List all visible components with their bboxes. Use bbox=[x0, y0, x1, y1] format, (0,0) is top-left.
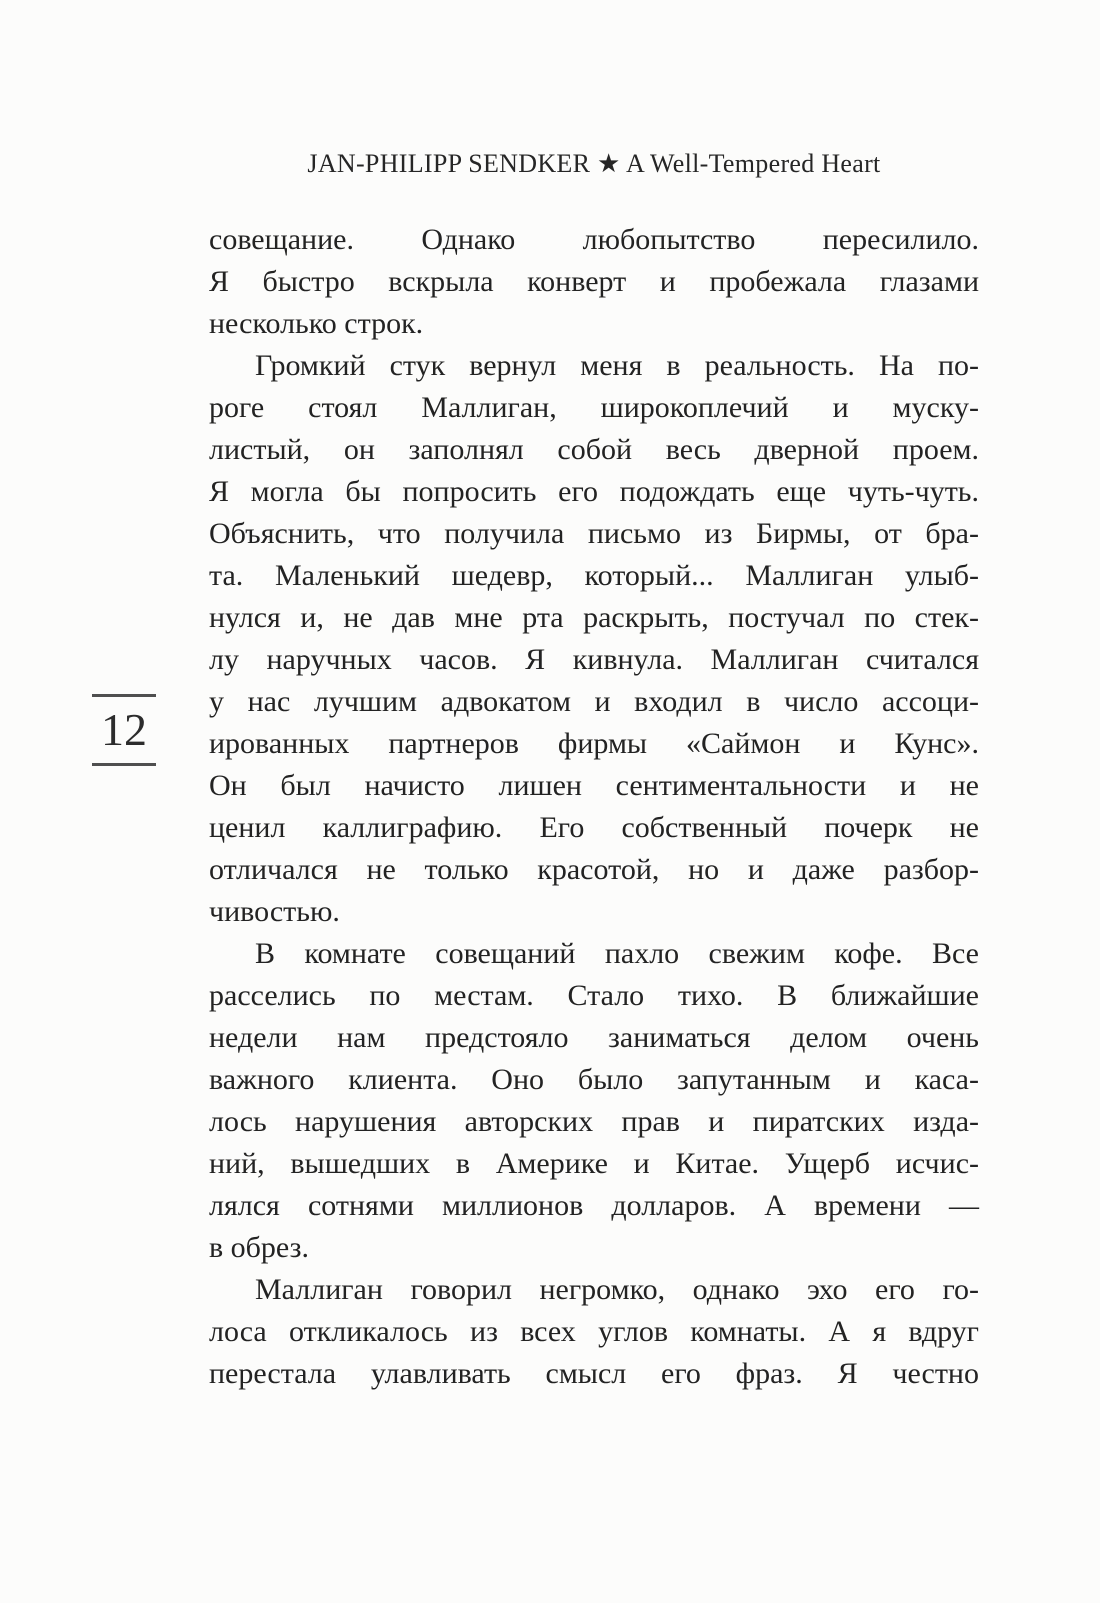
body-text-line: Он был начисто лишен сентиментальности и не bbox=[209, 769, 979, 802]
page-number-block bbox=[92, 694, 156, 766]
body-text-line: чивостью. bbox=[209, 895, 340, 928]
text-block bbox=[209, 219, 979, 1395]
body-text-line: ированных партнеров фирмы «Саймон и Кунс». bbox=[209, 727, 979, 760]
body-text-line: лоса откликалось из всех углов комнаты. А я вдруг bbox=[209, 1315, 979, 1348]
body-text-line: Я могла бы попросить его подождать еще чуть-чуть. bbox=[209, 475, 979, 508]
body-text-line: Объяснить, что получила письмо из Бирмы, от бра- bbox=[209, 517, 979, 550]
body-text-line: важного клиента. Оно было запутанным и каса- bbox=[209, 1063, 979, 1096]
body-text-line: в обрез. bbox=[209, 1231, 309, 1264]
body-text-line: перестала улавливать смысл его фраз. Я честно bbox=[209, 1357, 979, 1390]
body-text-line: лялся сотнями миллионов долларов. А времени — bbox=[209, 1189, 979, 1222]
body-text-line: роге стоял Маллиган, широкоплечий и муску- bbox=[209, 391, 979, 424]
body-text-line: В комнате совещаний пахло свежим кофе. Все bbox=[255, 937, 979, 970]
body-text-line: лу наручных часов. Я кивнула. Маллиган считался bbox=[209, 643, 979, 676]
body-text-line: Громкий стук вернул меня в реальность. На по- bbox=[255, 349, 979, 382]
body-text-line: у нас лучшим адвокатом и входил в число ассоци- bbox=[209, 685, 979, 718]
body-text-line: нулся и, не дав мне рта раскрыть, постучал по стек- bbox=[209, 601, 979, 634]
body-text-line: лось нарушения авторских прав и пиратских изда- bbox=[209, 1105, 979, 1138]
body-text-line: совещание. Однако любопытство пересилило. bbox=[209, 223, 979, 256]
running-header: JAN-PHILIPP SENDKER ★ A Well-Tempered Heart bbox=[307, 149, 881, 178]
body-text-line: Маллиган говорил негромко, однако эхо его го- bbox=[255, 1273, 979, 1306]
body-text-line: листый, он заполнял собой весь дверной проем. bbox=[209, 433, 979, 466]
body-text-line: та. Маленький шедевр, который... Маллиган улыб- bbox=[209, 559, 979, 592]
body-text-line: отличался не только красотой, но и даже разбор- bbox=[209, 853, 979, 886]
body-text-line: ний, вышедших в Америке и Китае. Ущерб исчис- bbox=[209, 1147, 979, 1180]
page-number: 12 bbox=[101, 704, 147, 755]
body-text-line: несколько строк. bbox=[209, 307, 424, 340]
body-text-line: Я быстро вскрыла конверт и пробежала глазами bbox=[209, 265, 979, 298]
body-text-line: недели нам предстояло заниматься делом очень bbox=[209, 1021, 979, 1054]
body-text-line: ценил каллиграфию. Его собственный почерк не bbox=[209, 811, 979, 844]
body-text-line: расселись по местам. Стало тихо. В ближайшие bbox=[209, 979, 979, 1012]
